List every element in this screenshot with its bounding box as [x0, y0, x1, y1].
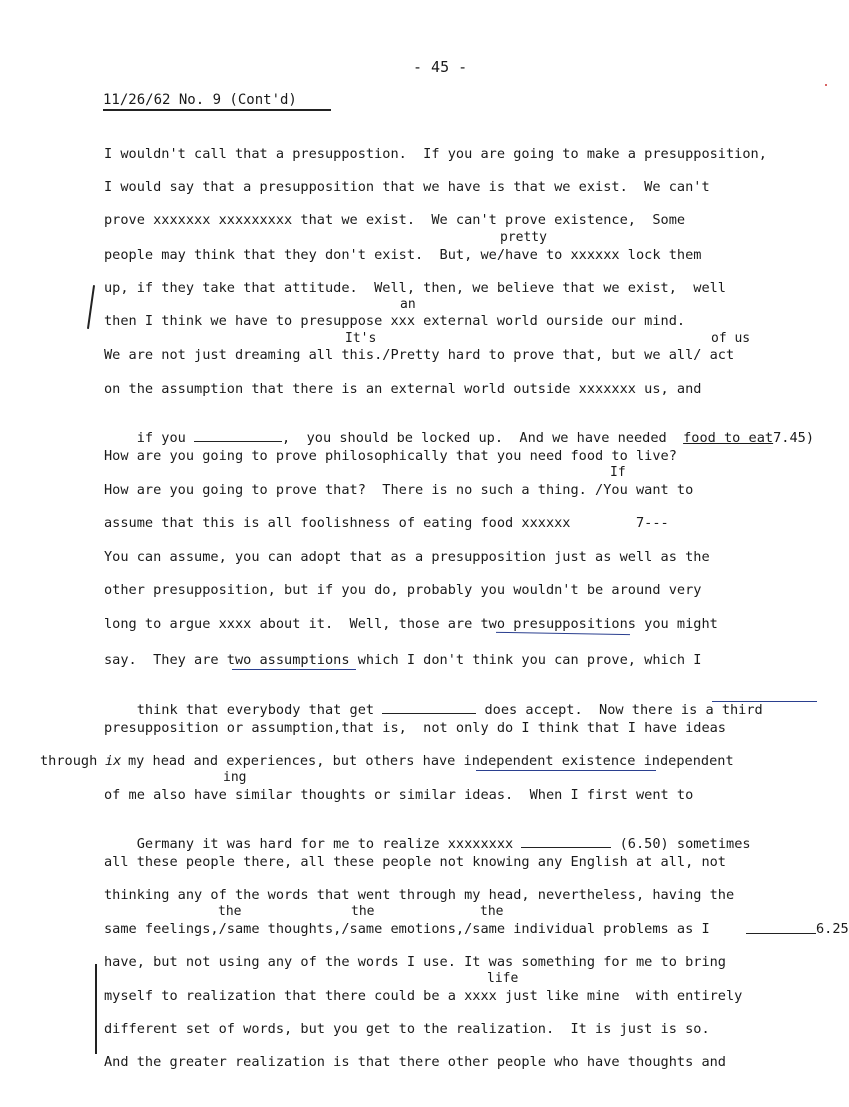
fill-blank [382, 702, 476, 714]
margin-bar-bottom [95, 964, 97, 1054]
line-9-start: if you [136, 430, 186, 446]
time-mark-745: 7.45) [773, 430, 815, 446]
time-mark-625: 6.25 [816, 921, 849, 937]
margin-insertion-through: through [40, 753, 98, 769]
page-number: - 45 - [413, 58, 468, 76]
line-9-tail: , you should be locked up. And we have needed [282, 430, 667, 446]
pen-underline-independent [476, 770, 656, 771]
insertion-of-us: of us [711, 331, 751, 346]
line-21-start: Germany it was hard for me to realize xxxxxxxx [136, 836, 514, 852]
text-line-19: my head and experiences, but others have independent existence independent [128, 753, 734, 769]
underlined-third: third [721, 702, 763, 718]
time-mark-650: (6.50) [619, 836, 669, 852]
text-line-14: other presupposition, but if you do, probably you wouldn't be around very [104, 582, 702, 598]
text-line-25: have, but not using any of the words I use. It was something for me to bring [104, 954, 726, 970]
fill-blank [194, 430, 282, 442]
pen-underline-assumptions [232, 669, 356, 670]
insertion-ing: ing [223, 770, 247, 785]
insertion-the-3: the [480, 904, 504, 919]
page-header: 11/26/62 No. 9 (Cont'd) [103, 92, 297, 108]
text-line-18: presupposition or assumption,that is, not only do I think that I have ideas [104, 720, 726, 736]
insertion-an: an [400, 297, 416, 312]
margin-bar-left [87, 285, 95, 329]
text-line-7: We are not just dreaming all this./Pretty hard to prove that, but we all/ act [104, 347, 735, 363]
insertion-if: If [610, 465, 626, 480]
text-line-28: And the greater realization is that there other people who have thoughts and [104, 1054, 726, 1070]
text-line-4: people may think that they don't exist. But, we/have to xxxxxx lock them [104, 247, 702, 263]
text-line-2: I would say that a presupposition that we have is that we exist. We can't [104, 179, 710, 195]
text-line-16: say. They are two assumptions which I don't think you can prove, which I [104, 652, 702, 668]
struck-mark: ix [105, 753, 122, 769]
text-line-3: prove xxxxxxx xxxxxxxxx that we exist. We can't prove existence, Some [104, 212, 686, 228]
text-line-5: up, if they take that attitude. Well, then, we believe that we exist, well [104, 280, 726, 296]
text-line-11: How are you going to prove that? There is no such a thing. /You want to [104, 482, 694, 498]
pen-underline-third [712, 701, 817, 702]
text-line-10: How are you going to prove philosophically that you need food to live? [104, 448, 677, 464]
text-line-12: assume that this is all foolishness of eating food xxxxxx 7--- [104, 515, 669, 531]
insertion-the-2: the [351, 904, 375, 919]
text-line-24: same feelings,/same thoughts,/same emotions,/same individual problems as I [104, 921, 710, 937]
insertion-the-1: the [218, 904, 242, 919]
text-line-23: thinking any of the words that went through my head, nevertheless, having the [104, 887, 735, 903]
text-line-8: on the assumption that there is an external world outside xxxxxxx us, and [104, 381, 702, 397]
word-sometimes: sometimes [676, 836, 751, 852]
header-underline [103, 109, 331, 111]
fill-blank [521, 836, 611, 848]
text-line-20: of me also have similar thoughts or similar ideas. When I first went to [104, 787, 694, 803]
text-line-15: long to argue xxxx about it. Well, those are two presuppositions you might [104, 616, 718, 632]
text-line-26: myself to realization that there could be a xxxx just like mine with entirely [104, 988, 743, 1004]
pen-underline-presuppositions [496, 632, 630, 636]
line-17-start: think that everybody that get [136, 702, 375, 718]
underlined-food-to-eat: food to eat [683, 430, 774, 446]
text-line-13: You can assume, you can adopt that as a presupposition just as well as the [104, 549, 710, 565]
text-line-6: then I think we have to presuppose xxx external world ourside our mind. [104, 313, 686, 329]
text-line-1: I wouldn't call that a presuppostion. If you are going to make a presupposition, [104, 146, 767, 162]
text-line-27: different set of words, but you get to the realization. It is just is so. [104, 1021, 710, 1037]
fill-blank [746, 922, 816, 934]
text-line-22: all these people there, all these people not knowing any English at all, not [104, 854, 726, 870]
insertion-life: life [487, 971, 519, 986]
insertion-pretty: pretty [500, 230, 547, 245]
stray-mark [825, 84, 827, 86]
line-17-tail: does accept. Now there is a [484, 702, 714, 718]
insertion-its: It's [345, 331, 377, 346]
